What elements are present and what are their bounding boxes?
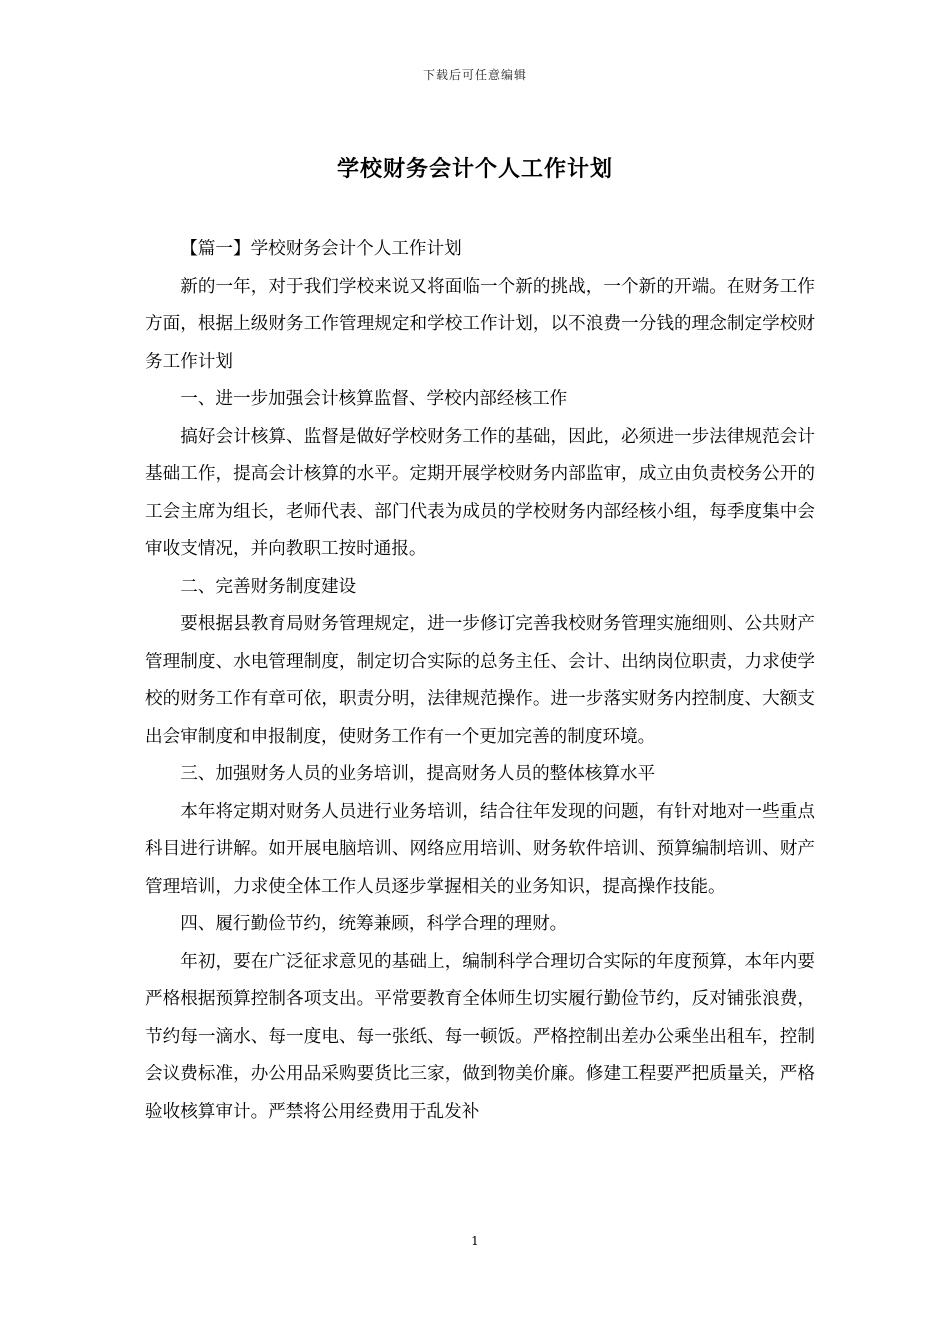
section-heading-2: 二、完善财务制度建设 [180, 576, 357, 597]
section-heading-1: 一、进一步加强会计核算监督、学校内部经核工作 [180, 389, 568, 409]
paragraph-staff-training: 本年将定期对财务人员进行业务培训，结合往年发现的问题，有针对地对一些重点科目进行讲解。如开展电脑培训、网络应用培训、财务软件培训、预算编制培训、财产管理培训，力求使全体工作人员逐步掌握相关的业务知识，提高操作技能。 [145, 801, 815, 897]
document-body [145, 231, 815, 1131]
paragraph-financial-system: 要根据县教育局财务管理规定，进一步修订完善我校财务管理实施细则、公共财产管理制度、水电管理制度，制定切合实际的总务主任、会计、出纳岗位职责，力求使学校的财务工作有章可依，职责分明，法律规范操作。进一步落实财务内控制度、大额支出会审制度和申报制度，使财务工作有一个更加完善的制度环境。 [145, 614, 815, 747]
page-number: 1 [471, 1234, 479, 1248]
section-heading-3: 三、加强财务人员的业务培训，提高财务人员的整体核算水平 [180, 764, 656, 784]
paragraph-accounting-supervision: 搞好会计核算、监督是做好学校财务工作的基础，因此，必须进一步法律规范会计基础工作，提高会计核算的水平。定期开展学校财务内部监审，成立由负责校务公开的工会主席为组长，老师代表、部门代表为成员的学校财务内部经核小组，每季度集中会审收支情况，并向教职工按时通报。 [145, 426, 815, 559]
header-note: 下载后可任意编辑 [422, 68, 527, 82]
paragraph-budget-frugality: 年初，要在广泛征求意见的基础上，编制科学合理切合实际的年度预算，本年内要严格根据预算控制各项支出。平常要教育全体师生切实履行勤俭节约，反对铺张浪费，节约每一滴水、每一度电、每一张纸、每一顿饭。严格控制出差办公乘坐出租车，控制会议费标准，办公用品采购要货比三家，做到物美价廉。修建工程要严把质量关，严格验收核算审计。严禁将公用经费用于乱发补 [145, 951, 815, 1122]
document-title: 学校财务会计个人工作计划 [336, 156, 613, 182]
section-heading-4: 四、履行勤俭节约，统筹兼顾，科学合理的理财。 [180, 914, 568, 934]
paragraph-intro: 新的一年，对于我们学校来说又将面临一个新的挑战，一个新的开端。在财务工作方面，根据上级财务工作管理规定和学校工作计划，以不浪费一分钱的理念制定学校财务工作计划 [145, 276, 815, 372]
section-heading-part-one: 【篇一】学校财务会计个人工作计划 [180, 239, 462, 259]
